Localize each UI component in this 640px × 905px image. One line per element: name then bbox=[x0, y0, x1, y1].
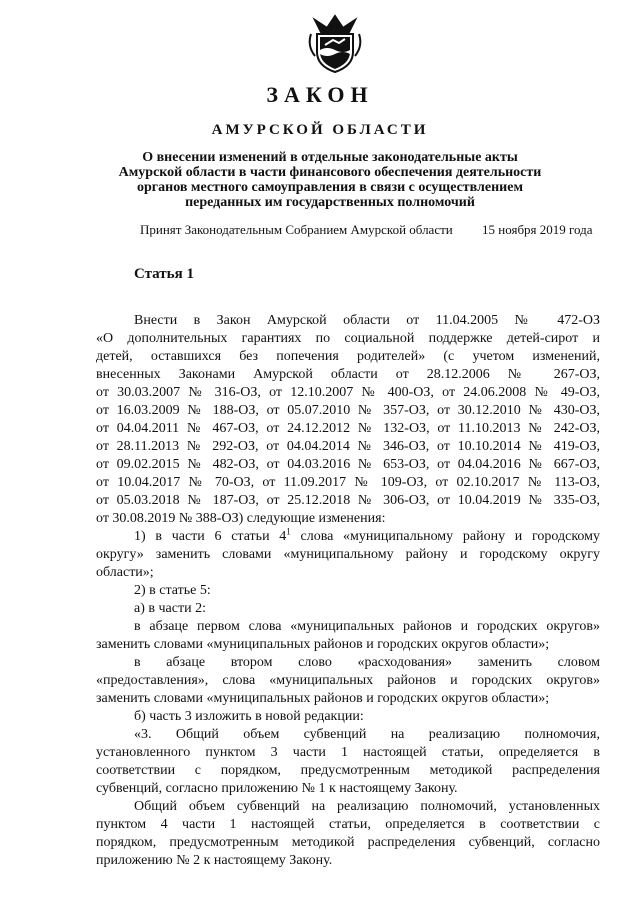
item-2-line: 2) в статье 5: bbox=[134, 583, 211, 598]
text-line: «3. Общий объем субвенций на реализацию полномочия, bbox=[134, 727, 600, 742]
text-line: округу» заменить словами «муниципальному району и городскому округу bbox=[96, 547, 600, 562]
text-line: пунктом 4 части 1 настоящей статьи, определяется в соответствии с bbox=[96, 817, 600, 832]
coat-of-arms-icon bbox=[303, 12, 367, 74]
text-line: в абзаце втором слово «расходования» заменить словом bbox=[134, 655, 600, 670]
text-line: внесенных Законами Амурской области от 28.12.2006 № 267-ОЗ, bbox=[96, 367, 600, 382]
article-heading: Статья 1 bbox=[134, 266, 194, 282]
text-line: от 30.08.2019 № 388-ОЗ) следующие изменения: bbox=[96, 511, 386, 526]
text-line: детей, оставшихся без попечения родителей» (с учетом изменений, bbox=[96, 349, 600, 364]
heading-line: переданных им государственных полномочий bbox=[185, 195, 475, 210]
text-line: от 04.04.2011 № 467-ОЗ, от 24.12.2012 № 132-ОЗ, от 11.10.2013 № 242-ОЗ, bbox=[96, 421, 600, 436]
heading-line: О внесении изменений в отдельные законодательные акты bbox=[142, 150, 518, 165]
article-body bbox=[96, 312, 600, 870]
text-line: от 28.11.2013 № 292-ОЗ, от 04.04.2014 № 346-ОЗ, от 10.10.2014 № 419-ОЗ, bbox=[96, 439, 600, 454]
heading-line: органов местного самоуправления в связи с осуществлением bbox=[137, 180, 523, 195]
item-2b-line: б) часть 3 изложить в новой редакции: bbox=[134, 709, 364, 724]
text-line: от 30.03.2007 № 316-ОЗ, от 12.10.2007 № 400-ОЗ, от 24.06.2008 № 49-ОЗ, bbox=[96, 385, 600, 400]
adoption-date: 15 ноября 2019 года bbox=[482, 222, 593, 237]
text-line: области»; bbox=[96, 565, 154, 580]
text-line: субвенций, согласно приложению № 1 к настоящему Закону. bbox=[96, 781, 458, 796]
text-line: установленного пунктом 3 части 1 настоящей статьи, определяется в bbox=[96, 745, 600, 760]
adoption-note: Принят Законодательным Собранием Амурской области bbox=[140, 222, 453, 237]
text-line: соответствии с порядком, предусмотренным методикой распределения bbox=[96, 763, 600, 778]
text-line: «О дополнительных гарантиях по социальной поддержке детей-сирот и bbox=[96, 331, 600, 346]
heading-line: Амурской области в части финансового обеспечения деятельности bbox=[118, 165, 542, 180]
text-line: заменить словами «муниципальных районов и городских округов области»; bbox=[96, 691, 550, 706]
text-line: от 09.02.2015 № 482-ОЗ, от 04.03.2016 № 653-ОЗ, от 04.04.2016 № 667-ОЗ, bbox=[96, 457, 600, 472]
text-line: от 10.04.2017 № 70-ОЗ, от 11.09.2017 № 109-ОЗ, от 02.10.2017 № 113-ОЗ, bbox=[96, 475, 600, 490]
text-line: от 16.03.2009 № 188-ОЗ, от 05.07.2010 № 357-ОЗ, от 30.12.2010 № 430-ОЗ, bbox=[96, 403, 600, 418]
item-1-line: 1) в части 6 статьи $4^1$ слова «муниципальному району и городскому bbox=[134, 526, 601, 544]
text-line: приложению № 2 к настоящему Закону. bbox=[96, 853, 333, 868]
text-line: от 05.03.2018 № 187-ОЗ, от 25.12.2018 № 306-ОЗ, от 10.04.2019 № 335-ОЗ, bbox=[96, 493, 600, 508]
text-line: в абзаце первом слова «муниципальных районов и городских округов» bbox=[134, 619, 600, 634]
text-line: порядком, предусмотренным методикой распределения субвенций, согласно bbox=[96, 835, 600, 850]
text-line: Внести в Закон Амурской области от 11.04.2005 № 472-ОЗ bbox=[134, 313, 600, 328]
law-title: ЗАКОН bbox=[266, 82, 374, 107]
item-2a-line: а) в части 2: bbox=[134, 601, 206, 616]
text-line: заменить словами «муниципальных районов и городских округов области»; bbox=[96, 637, 550, 652]
law-heading bbox=[80, 150, 580, 210]
text-line: Общий объем субвенций на реализацию полномочий, установленных bbox=[134, 799, 600, 814]
text-line: «предоставления», слова «муниципальных районов и городских округов» bbox=[96, 673, 600, 688]
region-title: АМУРСКОЙ ОБЛАСТИ bbox=[211, 122, 429, 138]
